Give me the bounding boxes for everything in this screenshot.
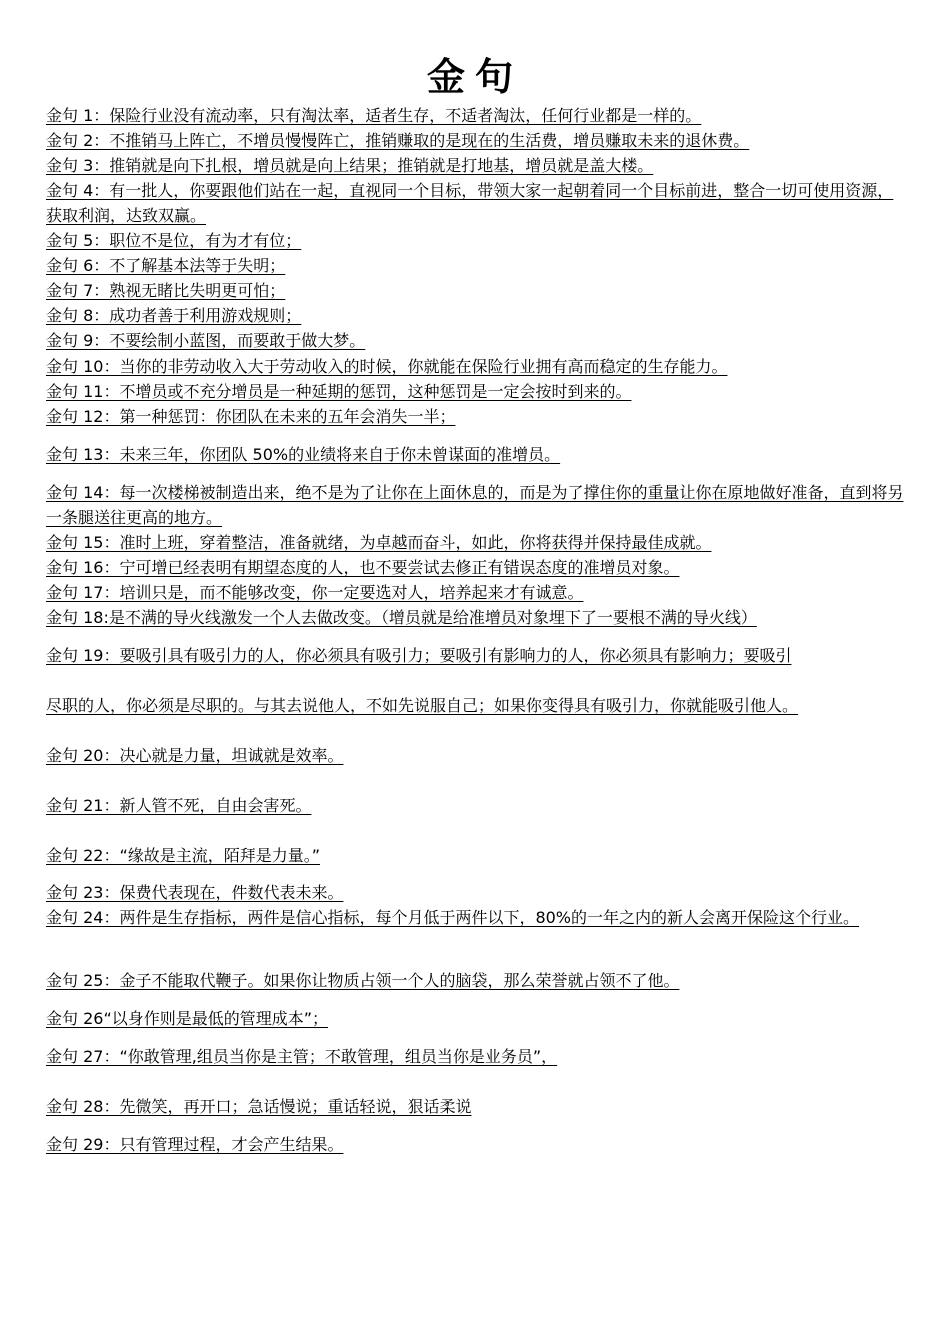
quote-19-line-1: 金句 19：要吸引具有吸引力的人，你必须具有吸引力；要吸引有影响力的人，你必须具有影响力；要吸引 [46,646,792,665]
quote-7: 金句 7：熟视无睹比失明更可怕； [46,281,286,300]
quote-6: 金句 6：不了解基本法等于失明； [46,256,286,275]
quote-18: 金句 18:是不满的导火线激发一个人去做改变。（增员就是给准增员对象埋下了一要根不满的导火线） [46,608,757,627]
quote-4: 金句 4：有一批人，你要跟他们站在一起，直视同一个目标，带领大家一起朝着同一个目标前进，整合一切可使用资源，获取利润，达致双赢。 [46,181,894,225]
page-title: 金句 [426,55,523,99]
quote-20: 金句 20：决心就是力量，坦诚就是效率。 [46,746,344,765]
quote-8: 金句 8：成功者善于利用游戏规则； [46,306,302,325]
quote-28: 金句 28：先微笑，再开口；急话慢说；重话轻说，狠话柔说 [46,1097,472,1116]
quote-23: 金句 23：保费代表现在，件数代表未来。 [46,883,344,902]
quote-12: 金句 12：第一种惩罚：你团队在未来的五年会消失一半； [46,407,456,426]
quote-27: 金句 27：“你敢管理,组员当你是主管；不敢管理，组员当你是业务员”， [46,1047,558,1066]
quote-11: 金句 11：不增员或不充分增员是一种延期的惩罚，这种惩罚是一定会按时到来的。 [46,382,632,401]
quote-16: 金句 16：宁可增已经表明有期望态度的人，也不要尝试去修正有错误态度的准增员对象。 [46,558,680,577]
quote-26: 金句 26“以身作则是最低的管理成本”； [46,1009,329,1028]
quote-10: 金句 10：当你的非劳动收入大于劳动收入的时候，你就能在保险行业拥有高而稳定的生存能力。 [46,357,728,376]
quote-2: 金句 2：不推销马上阵亡，不增员慢慢阵亡，推销赚取的是现在的生活费，增员赚取未来的退休费。 [46,131,750,150]
quote-1: 金句 1：保险行业没有流动率，只有淘汰率，适者生存，不适者淘汰，任何行业都是一样的。 [46,106,702,125]
quote-9: 金句 9：不要绘制小蓝图，而要敢于做大梦。 [46,331,366,350]
quote-15: 金句 15：准时上班，穿着整洁，准备就绪，为卓越而奋斗，如此，你将获得并保持最佳成就。 [46,533,712,552]
quote-3: 金句 3：推销就是向下扎根，增员就是向上结果；推销就是打地基，增员就是盖大楼。 [46,156,654,175]
quote-19-line-2: 尽职的人，你必须是尽职的。与其去说他人，不如先说服自己；如果你变得具有吸引力，你就能吸引他人。 [46,696,799,715]
quote-5: 金句 5：职位不是位，有为才有位； [46,231,302,250]
quote-24: 金句 24：两件是生存指标，两件是信心指标，每个月低于两件以下，80%的一年之内的新人会离开保险这个行业。 [46,908,860,927]
quote-14: 金句 14：每一次楼梯被制造出来，绝不是为了让你在上面休息的，而是为了撑住你的重量让你在原地做好准备，直到将另一条腿送往更高的地方。 [46,483,904,527]
quote-21: 金句 21：新人管不死，自由会害死。 [46,796,312,815]
quote-29: 金句 29：只有管理过程，才会产生结果。 [46,1135,344,1154]
quote-17: 金句 17：培训只是，而不能够改变，你一定要选对人，培养起来才有诚意。 [46,583,584,602]
quote-13: 金句 13：未来三年，你团队 50%的业绩将来自于你未曾谋面的准增员。 [46,445,561,464]
quote-22: 金句 22：“缘故是主流，陌拜是力量。” [46,846,321,865]
quote-25: 金句 25：金子不能取代鞭子。如果你让物质占领一个人的脑袋，那么荣誉就占领不了他。 [46,971,680,990]
